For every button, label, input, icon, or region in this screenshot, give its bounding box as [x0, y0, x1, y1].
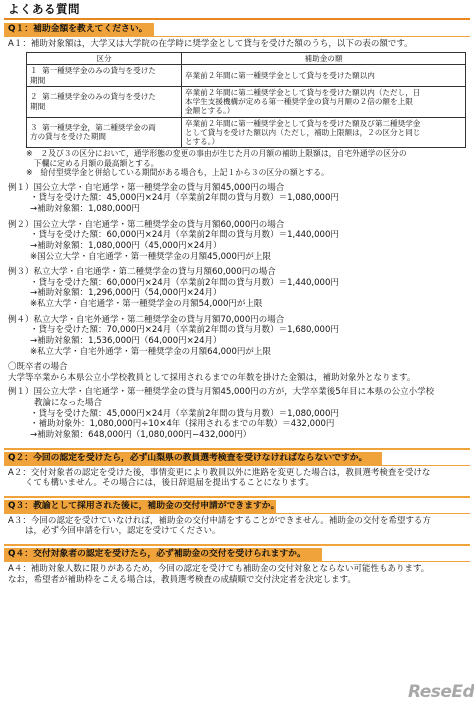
example-block — [8, 183, 466, 215]
category-text: 第二種奨学金のみの貸与を受けた — [42, 92, 156, 102]
table-cell-amount — [182, 65, 466, 87]
table-row — [27, 86, 466, 117]
table-row — [27, 65, 466, 87]
graduate-line: 教論になった場合 — [34, 398, 103, 408]
amount-text: として貸与を受けた額以内（ただし，補助上限額は，２の区分と同じ — [185, 127, 421, 137]
graduate-line: →補助対象額：648,000円（1,080,000円−432,000円） — [30, 429, 252, 440]
q4-rule — [322, 561, 470, 562]
logo-text: ReseEd — [408, 682, 474, 702]
amount-text: 本学生支援機構が定める第一種奨学金の貸与月額の２倍の額を上限 — [185, 97, 413, 106]
q4-answer-line-2: なお，希望者が補助枠をこえる場合は，教員選考検査の成績順で交付決定者を決定します。 — [8, 574, 356, 585]
example-head: 例４）私立大学・自宅外通学・第二種奨学金の貸与月額70,000円の場合 — [8, 314, 285, 325]
example-head: 例３）私立大学・自宅通学・第二種奨学金の貸与月額60,000円の場合 — [8, 267, 276, 278]
row-number: ３ — [30, 123, 38, 133]
q1-answer — [4, 38, 470, 444]
table-cell-amount — [182, 86, 466, 117]
examples — [8, 183, 466, 357]
example-line: ・貸与を受けた額：70,000円×24月（卒業前2年間の貸与月数）＝1,680,000円 — [30, 325, 339, 336]
category-text: 第一種奨学金，第二種奨学金の両 — [42, 123, 156, 133]
category-text: 期間 — [30, 101, 46, 111]
table-cell-category — [27, 86, 182, 117]
example-line: →補助対象額：1,080,000円 — [30, 204, 140, 214]
example-line: →補助対象額：1,536,000円（64,000円×24月） — [30, 335, 222, 346]
q2-answer-line-1: A２：交付対象者の認定を受けた後，事情変更により教員以外に進路を変更した場合は，教員選考検査を受けな — [8, 467, 431, 478]
q2-header — [4, 452, 470, 466]
row-number: ２ — [30, 92, 38, 102]
graduate-example-head: 例１）国公立大学・自宅通学・第一種奨学金の貸与月額45,000円の方が，大学卒業後5年目に本県の公立小学校 — [8, 387, 435, 398]
q3-header — [4, 500, 470, 514]
q3-answer-line-2: は，必ず今回申請を行い，認定を受けてください。 — [8, 526, 221, 537]
example-line: ・貸与を受けた額：60,000円×24月（卒業前2年間の貸与月数）＝1,440,000円 — [30, 230, 339, 241]
amount-text: 卒業前２年間に第一種奨学金として貸与を受けた額及び第二種奨学金 — [185, 118, 421, 128]
example-line: →補助対象額：1,296,000円（54,000円×24月） — [30, 288, 222, 299]
amount-text: 卒業前２年間に第一種奨学金として貸与を受けた額以内 — [185, 70, 375, 80]
q4-answer-line-1: A４：補助対象人数に限りがあるため，今回の認定を受けても補助金の交付対象とならない可能性もあります。 — [8, 564, 430, 574]
resemom-logo — [408, 682, 474, 704]
q3-answer — [4, 515, 470, 541]
divider — [4, 448, 470, 450]
q1-question: Q１：補助金額を教えてください。 — [8, 24, 148, 35]
q4-header — [4, 548, 470, 562]
graduate-line: ・補助対象外：1,080,000円÷10×4年（採用されるまでの年数）＝432,000円 — [30, 419, 335, 430]
graduate-example-lines — [8, 398, 466, 441]
category-text: 第一種奨学金のみの貸与を受けた — [42, 66, 156, 76]
example-line: ※私立大学・自宅外通学・第一種奨学金の月額64,000円が上限 — [30, 346, 271, 357]
note-line: ※ ２及び３の区分において，通学形態の変更の事由が生じた月の月額の補助上限額は，自宅外通学の区分の — [26, 149, 407, 159]
graduate-head: 〇既卒者の場合 — [8, 362, 68, 373]
table-row — [27, 117, 466, 148]
category-text: 方の貸与を受けた期間 — [30, 132, 106, 142]
amount-text: 金額とする。） — [185, 106, 235, 116]
graduate-section — [8, 362, 466, 440]
note-line: 下欄に定める月額の最高額とする。 — [26, 158, 159, 168]
example-line: ※国公立大学・自宅通学・第一種奨学金の月額45,000円が上限 — [30, 251, 271, 262]
amount-text: とする。） — [185, 137, 220, 146]
q1-header — [4, 23, 470, 37]
table-header-amount: 補助金の額 — [182, 53, 466, 65]
example-line: ・貸与を受けた額：60,000円×24月（卒業前2年間の貸与月数）＝1,440,000円 — [30, 277, 339, 288]
aid-amount-table — [26, 52, 466, 148]
table-cell-category — [27, 65, 182, 87]
q4-answer — [4, 563, 470, 589]
amount-text: 卒業前２年間に第二種奨学金として貸与を受けた額以内（ただし，日 — [185, 87, 421, 97]
example-block — [8, 315, 466, 358]
category-text: 期間 — [30, 75, 46, 85]
q1-answer-intro: A１：補助対象額は，大学又は大学院の在学時に奨学金として貸与を受けた額のうち，以下の表の額です。 — [8, 39, 413, 50]
note-line: ※ 給付型奨学金と併給している期間がある場合も，上記１から３の区分の額とする。 — [26, 168, 329, 178]
q2-rule — [382, 465, 470, 466]
table-header-category: 区分 — [27, 53, 182, 65]
example-line: ※私立大学・自宅通学・第一種奨学金の月額54,000円が上限 — [30, 299, 263, 309]
q2-question: Q２：今回の認定を受けたら，必ず山梨県の教員選考検査を受けなければならないですか。 — [8, 452, 368, 463]
table-cell-amount — [182, 117, 466, 148]
divider — [4, 544, 470, 546]
page-title: よくある質問 — [4, 0, 470, 20]
q1-rule — [154, 36, 470, 37]
q2-answer — [4, 467, 470, 493]
table-cell-category — [27, 117, 182, 148]
q3-rule — [276, 513, 470, 514]
q2-answer-line-2: くても構いません。その場合には，後日辞退届を提出することになります。 — [8, 478, 314, 489]
q3-question: Q３：教諭として採用された後に，補助金の交付申請ができますか。 — [8, 500, 280, 511]
q4-question: Q４：交付対象者の認定を受けたら，必ず補助金の交付を受けられますか。 — [8, 549, 306, 559]
graduate-desc: 大学等卒業から本県公立小学校教員として採用されるまでの年数を掛けた金額は，補助対象外となります。 — [8, 372, 416, 383]
example-block — [8, 220, 466, 263]
graduate-line: ・貸与を受けた額：45,000円×24月（卒業前2年間の貸与月数）＝1,080,000円 — [30, 408, 339, 419]
row-number: １ — [30, 66, 38, 76]
example-line: ・貸与を受けた額：45,000円×24月（卒業前2年間の貸与月数）＝1,080,000円 — [30, 193, 339, 204]
table-notes — [8, 149, 466, 178]
table-header-row — [27, 53, 466, 65]
example-head: 例２）国公立大学・自宅通学・第二種奨学金の貸与月額60,000円の場合 — [8, 219, 285, 230]
example-head: 例１）国公立大学・自宅通学・第一種奨学金の貸与月額45,000円の場合 — [8, 182, 285, 193]
q3-answer-line-1: A３：今回の認定を受けていなければ，補助金の交付申請をすることができません。補助金の交付を希望する方 — [8, 515, 431, 526]
example-line: →補助対象額：1,080,000円（45,000円×24月） — [30, 240, 222, 251]
divider — [4, 496, 470, 498]
example-block — [8, 267, 466, 310]
